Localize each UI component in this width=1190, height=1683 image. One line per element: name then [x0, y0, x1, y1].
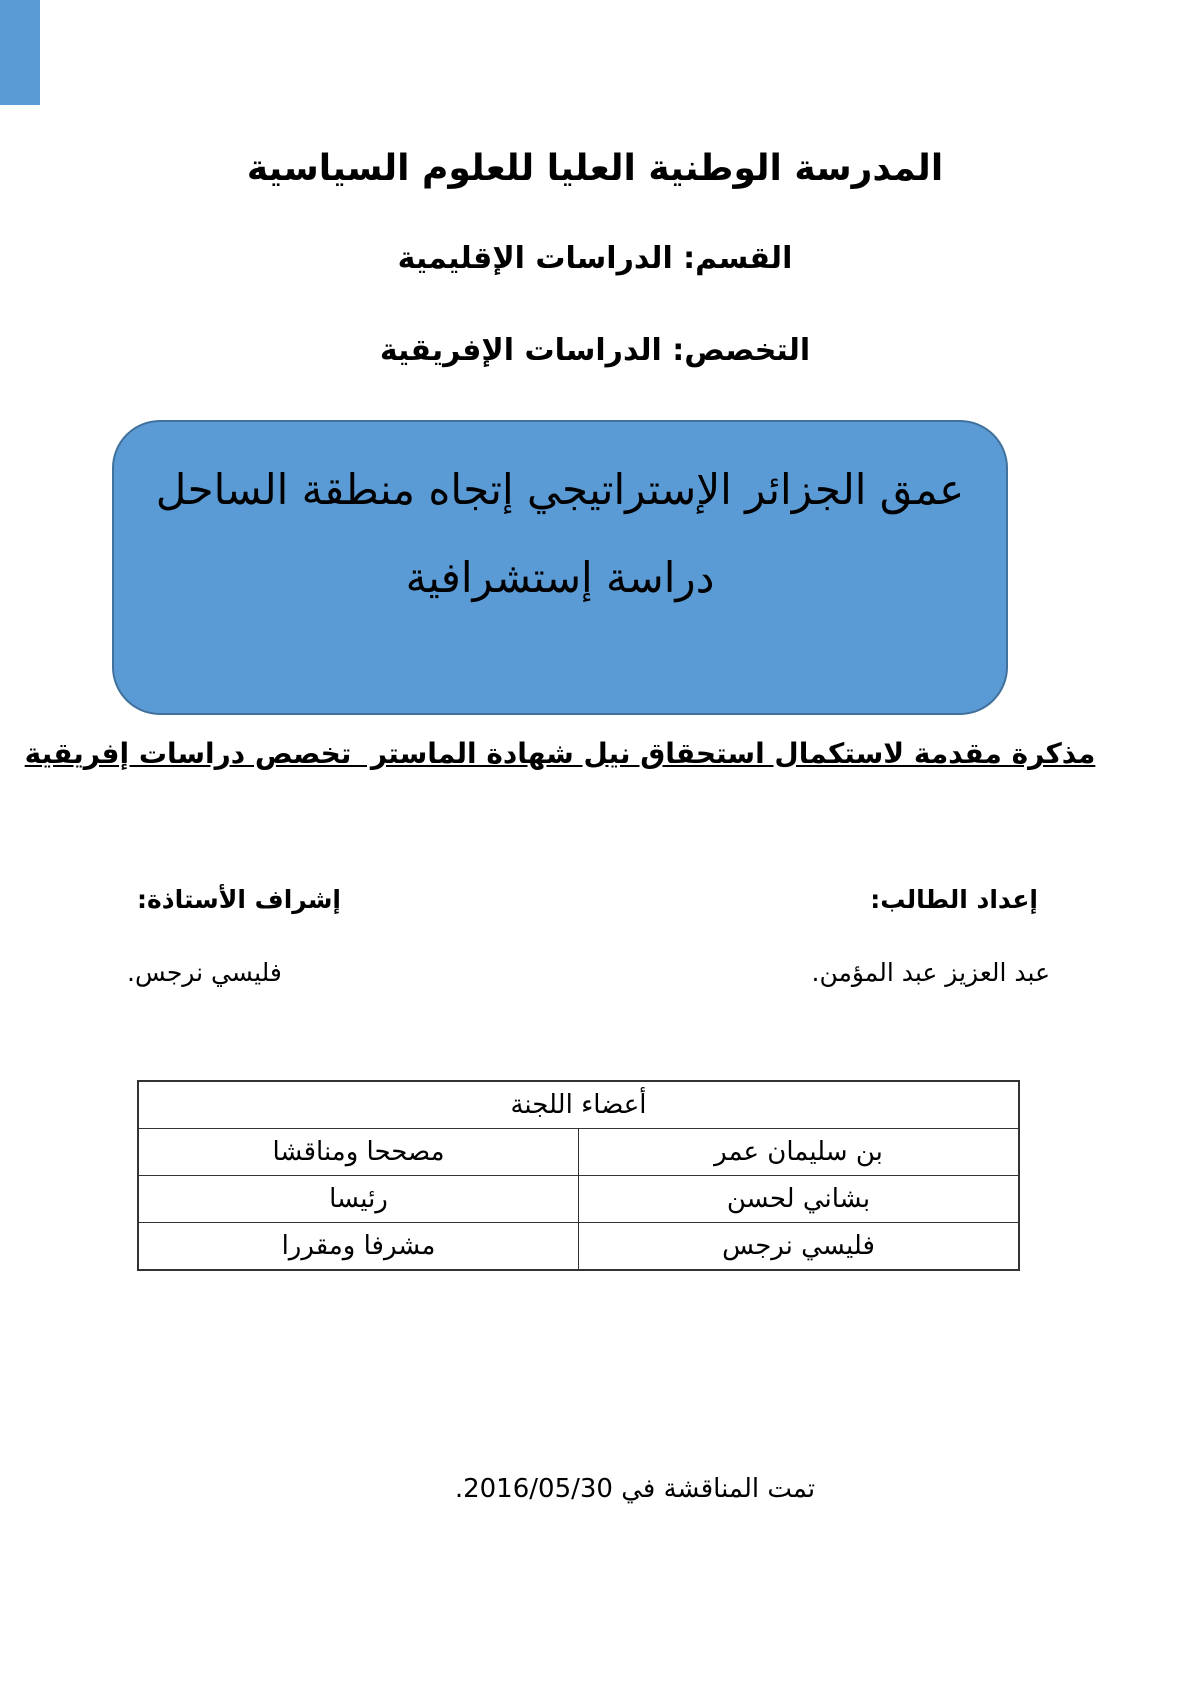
committee-row: [138, 1223, 1019, 1271]
supervisor-name: فليسي نرجس.: [127, 958, 282, 987]
page-corner-accent: [0, 0, 40, 105]
member-role-cell: مشرفا ومقررا: [138, 1223, 579, 1271]
defense-date: تمت المناقشة في 2016/05/30.: [454, 1474, 816, 1504]
thesis-title-line2: دراسة إستشرافية: [405, 553, 715, 602]
member-name-cell: فليسي نرجس: [579, 1223, 1020, 1271]
thesis-title-box: [112, 420, 1008, 715]
thesis-title-line1: عمق الجزائر الإستراتيجي إتجاه منطقة الساحل: [155, 465, 965, 514]
student-preparation-label: إعداد الطالب:: [870, 885, 1038, 914]
student-name: عبد العزيز عبد المؤمن.: [811, 958, 1050, 987]
committee-header-row: [138, 1081, 1019, 1129]
committee-header-cell: أعضاء اللجنة: [138, 1081, 1019, 1129]
specialty-line: التخصص: الدراسات الإفريقية: [379, 333, 811, 368]
memo-type-line: مذكرة مقدمة لاستكمال استحقاق نيل شهادة الماستر تخصص دراسات إفريقية: [24, 737, 1096, 770]
committee-row: [138, 1129, 1019, 1176]
member-role-cell: مصححا ومناقشا: [138, 1129, 579, 1176]
member-role-cell: رئيسا: [138, 1176, 579, 1223]
committee-table: [137, 1080, 1020, 1271]
department-line: القسم: الدراسات الإقليمية: [397, 241, 793, 276]
institution-title: المدرسة الوطنية العليا للعلوم السياسية: [246, 148, 944, 189]
supervisor-label: إشراف الأستاذة:: [137, 885, 341, 914]
member-name-cell: بن سليمان عمر: [579, 1129, 1020, 1176]
member-name-cell: بشاني لحسن: [579, 1176, 1020, 1223]
committee-row: [138, 1176, 1019, 1223]
